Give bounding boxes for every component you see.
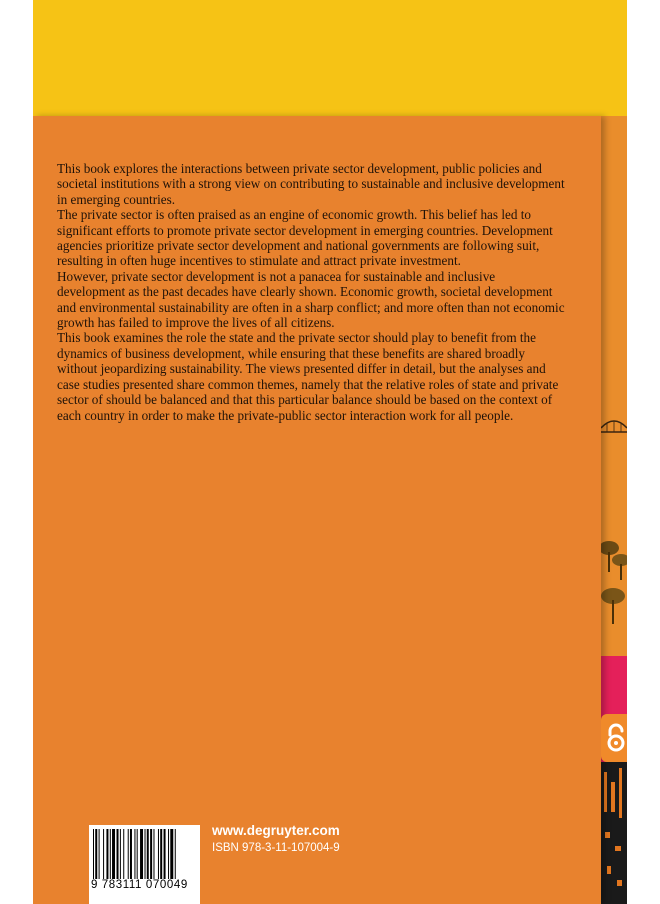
publisher-website: www.degruyter.com bbox=[212, 823, 340, 838]
book-description bbox=[57, 161, 565, 423]
barcode-digits: 9 783111 070049 bbox=[91, 879, 188, 891]
tree-illustration bbox=[601, 520, 627, 656]
open-access-badge bbox=[601, 714, 627, 762]
city-skyline-illustration bbox=[601, 762, 627, 904]
book-back-cover bbox=[33, 0, 627, 904]
barcode-bars bbox=[92, 829, 196, 879]
blurb-paragraph: However, private sector development is not a panacea for sustainable and inclusive development as the past decades have clearly shown. Economic growth, societal development and environmental sustainability are often in a sharp conflict; and more often than not economic growth has failed to improve the lives of all citizens. bbox=[57, 268, 565, 331]
blurb-paragraph: This book explores the interactions between private sector development, public policies and societal institutions with a strong view on contributing to sustainable and inclusive development in emerging countries. bbox=[57, 161, 565, 207]
blurb-paragraph: The private sector is often praised as an engine of economic growth. This belief has led to significant efforts to promote private sector development in emerging countries. Development agencies prioritize private sector development and national governments are following suit, resulting in often huge incentives to stimulate and attract private investment. bbox=[57, 207, 553, 269]
isbn-barcode bbox=[89, 825, 200, 904]
open-access-icon bbox=[605, 723, 627, 753]
bridge-illustration bbox=[601, 398, 627, 458]
isbn-number: ISBN 978-3-11-107004-9 bbox=[212, 842, 340, 854]
blurb-paragraph: This book examines the role the state and the private sector should play to benefit from the dynamics of business development, while ensuring that these benefits are shared broadly without jeopardizing sustainability. The views presented differ in detail, but the analyses and case studies presented share common themes, namely that the relative roles of state and private sector of should be balanced and that this particular balance should be based on the context of each country in order to make the private-public sector interaction work for all people. bbox=[57, 330, 559, 423]
